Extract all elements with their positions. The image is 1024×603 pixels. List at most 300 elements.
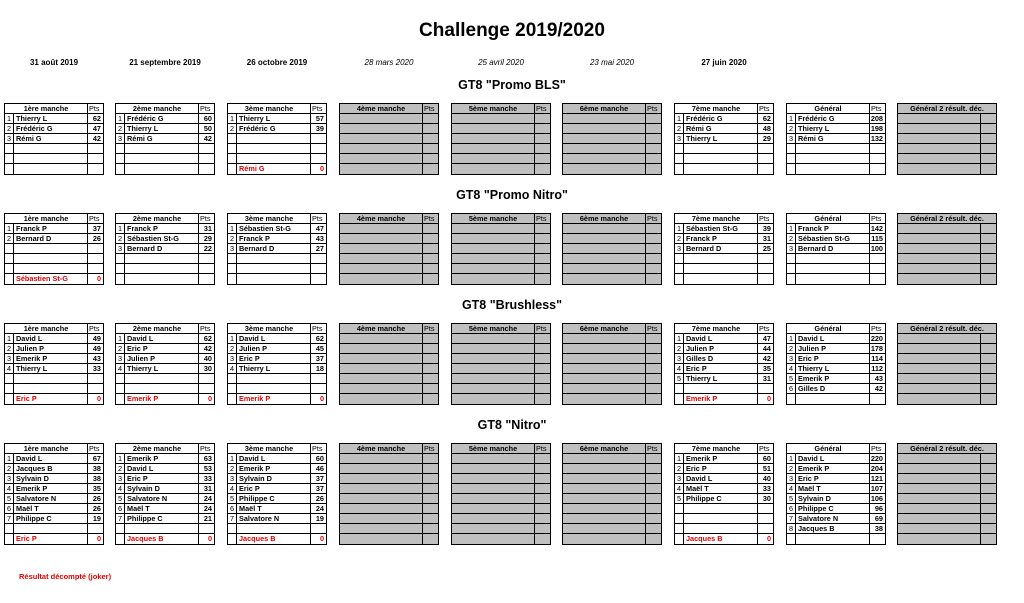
pilot-cell: [340, 394, 422, 404]
pilot-cell: [563, 274, 645, 284]
points-cell: 60: [310, 454, 326, 463]
table-row: [675, 224, 773, 234]
pilot-cell: [898, 474, 980, 483]
points-header: Pts: [869, 324, 885, 333]
rank-cell: 2: [675, 234, 684, 243]
table-row: [116, 354, 214, 364]
empty-round-table: [897, 103, 997, 175]
pilot-cell: David L: [239, 454, 266, 463]
rank-cell: [787, 274, 796, 284]
points-cell: [534, 154, 550, 163]
table-row: [5, 504, 103, 514]
pilot-cell: Julien P: [127, 354, 155, 363]
table-row: [563, 154, 661, 164]
round-name: 6ème manche: [579, 444, 629, 453]
pilot-cell: [452, 494, 534, 503]
table-row: [452, 474, 550, 484]
table-row: [675, 454, 773, 464]
table-row: [340, 114, 438, 124]
rank-cell: [5, 244, 14, 253]
pilot-cell: [563, 454, 645, 463]
points-cell: [645, 224, 661, 233]
table-header: [675, 214, 773, 224]
table-header: [787, 214, 885, 224]
points-cell: [422, 514, 438, 523]
points-cell: 57: [310, 114, 326, 123]
table-row: [340, 134, 438, 144]
pilot-cell: [898, 454, 980, 463]
points-cell: 37: [310, 354, 326, 363]
pilot-cell: Eric P: [686, 364, 707, 373]
pilot-cell: Salvatore N: [16, 494, 57, 503]
table-row: [5, 354, 103, 364]
table-row: [228, 374, 326, 384]
pilot-cell: [14, 244, 87, 253]
pilot-cell: Salvatore N: [127, 494, 168, 503]
table-row: [228, 224, 326, 234]
pilot-cell: Frédéric G: [16, 124, 53, 133]
table-row: [452, 454, 550, 464]
pilot-cell: Frédéric G: [798, 114, 835, 123]
pilot-cell: [125, 144, 198, 153]
points-cell: 114: [869, 354, 885, 363]
table-row: [787, 534, 885, 544]
table-row: [452, 494, 550, 504]
points-header: Pts: [645, 104, 661, 113]
points-cell: [980, 344, 996, 353]
rank-cell: 7: [5, 514, 14, 523]
pilot-cell: [340, 534, 422, 544]
points-cell: [422, 354, 438, 363]
points-cell: 38: [869, 524, 885, 533]
pilot-cell: [125, 524, 198, 533]
table-row: [675, 484, 773, 494]
pilot-cell: Philippe C: [127, 514, 163, 523]
points-cell: 220: [870, 334, 883, 343]
pilot-cell: Bernard D: [798, 244, 834, 253]
table-row: [787, 164, 885, 174]
table-row: [5, 254, 103, 264]
points-cell: 96: [869, 504, 885, 513]
pilot-cell: [237, 384, 310, 393]
pilot-cell: [563, 264, 645, 273]
pilot-cell: [563, 384, 645, 393]
empty-round-table: [897, 213, 997, 285]
table-row: [340, 344, 438, 354]
pilot-cell: [796, 164, 869, 174]
table-row: [5, 264, 103, 274]
rank-cell: [5, 254, 14, 263]
points-cell: [198, 254, 214, 263]
table-row: [898, 454, 996, 464]
pilot-cell: [340, 114, 422, 123]
pilot-cell: [796, 154, 869, 163]
rank-cell: 1: [675, 334, 684, 343]
pilot-cell: Bernard D: [239, 244, 275, 253]
pilot-cell: [898, 374, 980, 383]
pilot-cell: [452, 134, 534, 143]
rank-cell: 3: [116, 134, 125, 143]
table-row: [340, 144, 438, 154]
table-row: [228, 534, 326, 544]
round-name: Général: [814, 324, 842, 333]
points-cell: [980, 264, 996, 273]
points-cell: 100: [870, 244, 883, 253]
pilot-cell: [563, 534, 645, 544]
pilot-cell: [898, 334, 980, 343]
round-date: 31 août 2019: [29, 58, 79, 67]
table-row: [563, 504, 661, 514]
points-cell: [422, 254, 438, 263]
rank-cell: [675, 164, 684, 174]
table-row: [787, 114, 885, 124]
rank-cell: [228, 274, 237, 284]
points-cell: 208: [870, 114, 883, 123]
table-row: [340, 384, 438, 394]
rank-cell: [675, 534, 684, 544]
points-cell: [980, 244, 996, 253]
joker-pilot-cell: Jacques B: [239, 534, 276, 543]
table-row: [787, 274, 885, 284]
points-cell: 29: [198, 234, 214, 243]
rank-cell: 2: [228, 124, 237, 133]
points-cell: 62: [757, 114, 773, 123]
points-cell: 21: [198, 514, 214, 523]
pilot-cell: Salvatore N: [239, 514, 280, 523]
rank-cell: 1: [228, 224, 237, 233]
pilot-cell: [898, 134, 980, 143]
pilot-cell: Thierry L: [686, 134, 718, 143]
pilot-cell: [452, 394, 534, 404]
points-cell: 42: [757, 354, 773, 363]
results-table: [674, 443, 774, 545]
points-cell: [534, 114, 550, 123]
table-header: [898, 214, 996, 224]
table-row: [228, 164, 326, 174]
category-title: GT8 "Promo BLS": [458, 78, 566, 92]
points-cell: 18: [310, 364, 326, 373]
rank-cell: [675, 144, 684, 153]
table-row: [452, 254, 550, 264]
results-table: [4, 323, 104, 405]
points-cell: [534, 224, 550, 233]
points-cell: [534, 394, 550, 404]
pilot-cell: Eric P: [239, 354, 260, 363]
points-cell: 53: [198, 464, 214, 473]
round-name: 1ère manche: [23, 324, 69, 333]
table-row: [228, 484, 326, 494]
page-title: Challenge 2019/2020: [419, 20, 605, 41]
pilot-cell: [452, 524, 534, 533]
pilot-cell: [340, 524, 422, 533]
pilot-cell: [340, 144, 422, 153]
table-row: [116, 124, 214, 134]
pilot-cell: [237, 154, 310, 163]
pilot-cell: [125, 274, 198, 284]
table-row: [5, 514, 103, 524]
pilot-cell: [563, 514, 645, 523]
pilot-cell: [563, 474, 645, 483]
pilot-cell: [340, 334, 422, 343]
points-header: Pts: [87, 324, 103, 333]
empty-round-table: [339, 213, 439, 285]
table-row: [898, 344, 996, 354]
rank-cell: 3: [116, 474, 125, 483]
points-cell: 25: [757, 244, 773, 253]
points-cell: [757, 514, 773, 523]
points-cell: [645, 114, 661, 123]
results-table: [227, 103, 327, 175]
points-cell: [422, 484, 438, 493]
rank-cell: 2: [5, 124, 14, 133]
pilot-cell: [452, 374, 534, 383]
pilot-cell: [340, 484, 422, 493]
pilot-cell: [898, 514, 980, 523]
points-cell: [980, 384, 996, 393]
pilot-cell: [898, 484, 980, 493]
rank-cell: 5: [116, 494, 125, 503]
points-cell: [980, 454, 996, 463]
pilot-cell: [340, 134, 422, 143]
table-row: [116, 524, 214, 534]
table-row: [340, 454, 438, 464]
points-cell: [534, 244, 550, 253]
points-cell: 121: [870, 474, 883, 483]
table-row: [228, 264, 326, 274]
table-row: [563, 454, 661, 464]
points-header: Pts: [869, 444, 885, 453]
points-cell: 67: [87, 454, 103, 463]
table-row: [340, 524, 438, 534]
points-cell: [534, 354, 550, 363]
pilot-cell: [898, 394, 980, 404]
table-row: [563, 514, 661, 524]
table-row: [675, 474, 773, 484]
table-row: [228, 364, 326, 374]
table-row: [116, 154, 214, 164]
table-header: [340, 324, 438, 334]
round-name: 5ème manche: [468, 324, 518, 333]
points-header: Pts: [87, 214, 103, 223]
points-cell: [534, 364, 550, 373]
pilot-cell: [452, 334, 534, 343]
results-table: [115, 103, 215, 175]
rank-cell: 1: [228, 114, 237, 123]
table-row: [452, 534, 550, 544]
pilot-cell: [452, 164, 534, 174]
rank-cell: 2: [5, 344, 14, 353]
pilot-cell: [898, 124, 980, 133]
table-row: [228, 464, 326, 474]
pilot-cell: Eric P: [127, 344, 148, 353]
pilot-cell: [563, 124, 645, 133]
table-row: [675, 154, 773, 164]
points-cell: 60: [198, 114, 214, 123]
pilot-cell: [898, 224, 980, 233]
pilot-cell: [684, 264, 757, 273]
points-cell: 220: [870, 454, 883, 463]
pilot-cell: Maël T: [239, 504, 262, 513]
points-cell: [645, 464, 661, 473]
points-cell: [757, 274, 773, 284]
table-row: [452, 164, 550, 174]
points-cell: [534, 134, 550, 143]
pilot-cell: [452, 114, 534, 123]
points-header: Pts: [198, 214, 214, 223]
table-header: [5, 214, 103, 224]
points-cell: 142: [870, 224, 883, 233]
category-title: GT8 "Promo Nitro": [456, 188, 568, 202]
points-cell: [422, 384, 438, 393]
rank-cell: 8: [787, 524, 796, 533]
points-cell: [422, 524, 438, 533]
points-header: Pts: [198, 444, 214, 453]
points-cell: [534, 264, 550, 273]
table-row: [452, 384, 550, 394]
rank-cell: 6: [787, 504, 796, 513]
pilot-cell: Julien P: [16, 344, 44, 353]
pilot-cell: Franck P: [127, 224, 158, 233]
pilot-cell: [898, 254, 980, 263]
results-table: [115, 323, 215, 405]
table-row: [340, 264, 438, 274]
table-row: [5, 394, 103, 404]
rank-cell: [228, 394, 237, 404]
rank-cell: [5, 394, 14, 404]
round-name: 7ème manche: [691, 444, 741, 453]
table-header: [675, 324, 773, 334]
pilot-cell: Thierry L: [239, 114, 271, 123]
joker-points-cell: 0: [310, 164, 326, 174]
points-cell: [310, 264, 326, 273]
table-row: [5, 114, 103, 124]
rank-cell: [228, 134, 237, 143]
points-header: Pts: [534, 214, 550, 223]
table-row: [563, 234, 661, 244]
points-cell: [87, 164, 103, 174]
table-row: [563, 374, 661, 384]
points-cell: [310, 134, 326, 143]
pilot-cell: Thierry L: [16, 364, 48, 373]
table-row: [5, 274, 103, 284]
pilot-cell: Philippe C: [239, 494, 275, 503]
table-header: [563, 214, 661, 224]
pilot-cell: [340, 364, 422, 373]
rank-cell: 3: [228, 244, 237, 253]
pilot-cell: Gilles D: [686, 354, 714, 363]
points-cell: 24: [310, 504, 326, 513]
table-row: [340, 154, 438, 164]
points-header: Pts: [198, 324, 214, 333]
rank-cell: [5, 374, 14, 383]
table-row: [563, 114, 661, 124]
table-row: [452, 124, 550, 134]
table-row: [898, 274, 996, 284]
rank-cell: [116, 264, 125, 273]
table-row: [675, 364, 773, 374]
pilot-cell: [14, 524, 87, 533]
table-row: [116, 484, 214, 494]
points-cell: [869, 154, 885, 163]
points-cell: [87, 524, 103, 533]
pilot-cell: David L: [127, 334, 154, 343]
rank-cell: 7: [116, 514, 125, 523]
rank-cell: [116, 254, 125, 263]
points-cell: [534, 474, 550, 483]
table-row: [452, 144, 550, 154]
points-cell: [645, 244, 661, 253]
joker-points-cell: 0: [310, 394, 326, 404]
points-cell: [534, 234, 550, 243]
category-title: GT8 "Brushless": [461, 298, 563, 312]
table-row: [563, 364, 661, 374]
table-row: [563, 524, 661, 534]
table-row: [452, 274, 550, 284]
pilot-cell: Thierry L: [239, 364, 271, 373]
table-row: [340, 234, 438, 244]
points-cell: 49: [87, 334, 103, 343]
results-table: [786, 443, 886, 545]
rank-cell: 2: [116, 124, 125, 133]
table-row: [228, 474, 326, 484]
table-row: [340, 514, 438, 524]
table-row: [228, 124, 326, 134]
table-row: [563, 494, 661, 504]
pilot-cell: Thierry L: [686, 374, 718, 383]
points-cell: [534, 334, 550, 343]
table-row: [787, 224, 885, 234]
points-header: Pts: [534, 444, 550, 453]
table-row: [898, 244, 996, 254]
results-table: [227, 443, 327, 545]
joker-points-cell: 0: [198, 394, 214, 404]
table-row: [675, 464, 773, 474]
points-cell: [534, 504, 550, 513]
pilot-cell: [452, 154, 534, 163]
table-row: [116, 244, 214, 254]
rank-cell: [675, 514, 684, 523]
table-header: [228, 324, 326, 334]
table-header: [228, 214, 326, 224]
points-cell: [869, 394, 885, 404]
table-row: [116, 114, 214, 124]
points-cell: 107: [870, 484, 883, 493]
rank-cell: [675, 524, 684, 533]
points-header: Pts: [757, 444, 773, 453]
points-cell: [534, 464, 550, 473]
pilot-cell: Jacques B: [798, 524, 835, 533]
points-cell: 132: [870, 134, 883, 143]
rank-cell: [675, 504, 684, 513]
table-row: [228, 514, 326, 524]
points-cell: [980, 354, 996, 363]
points-cell: [422, 464, 438, 473]
rank-cell: 4: [228, 364, 237, 373]
points-cell: [534, 164, 550, 174]
pilot-cell: Eric P: [798, 354, 819, 363]
table-row: [5, 494, 103, 504]
points-cell: [422, 154, 438, 163]
points-cell: 39: [757, 224, 773, 233]
pilot-cell: [340, 234, 422, 243]
table-row: [452, 524, 550, 534]
table-row: [675, 274, 773, 284]
pilot-cell: [340, 494, 422, 503]
table-row: [340, 124, 438, 134]
pilot-cell: Salvatore N: [798, 514, 839, 523]
points-cell: [980, 514, 996, 523]
results-table: [4, 443, 104, 545]
